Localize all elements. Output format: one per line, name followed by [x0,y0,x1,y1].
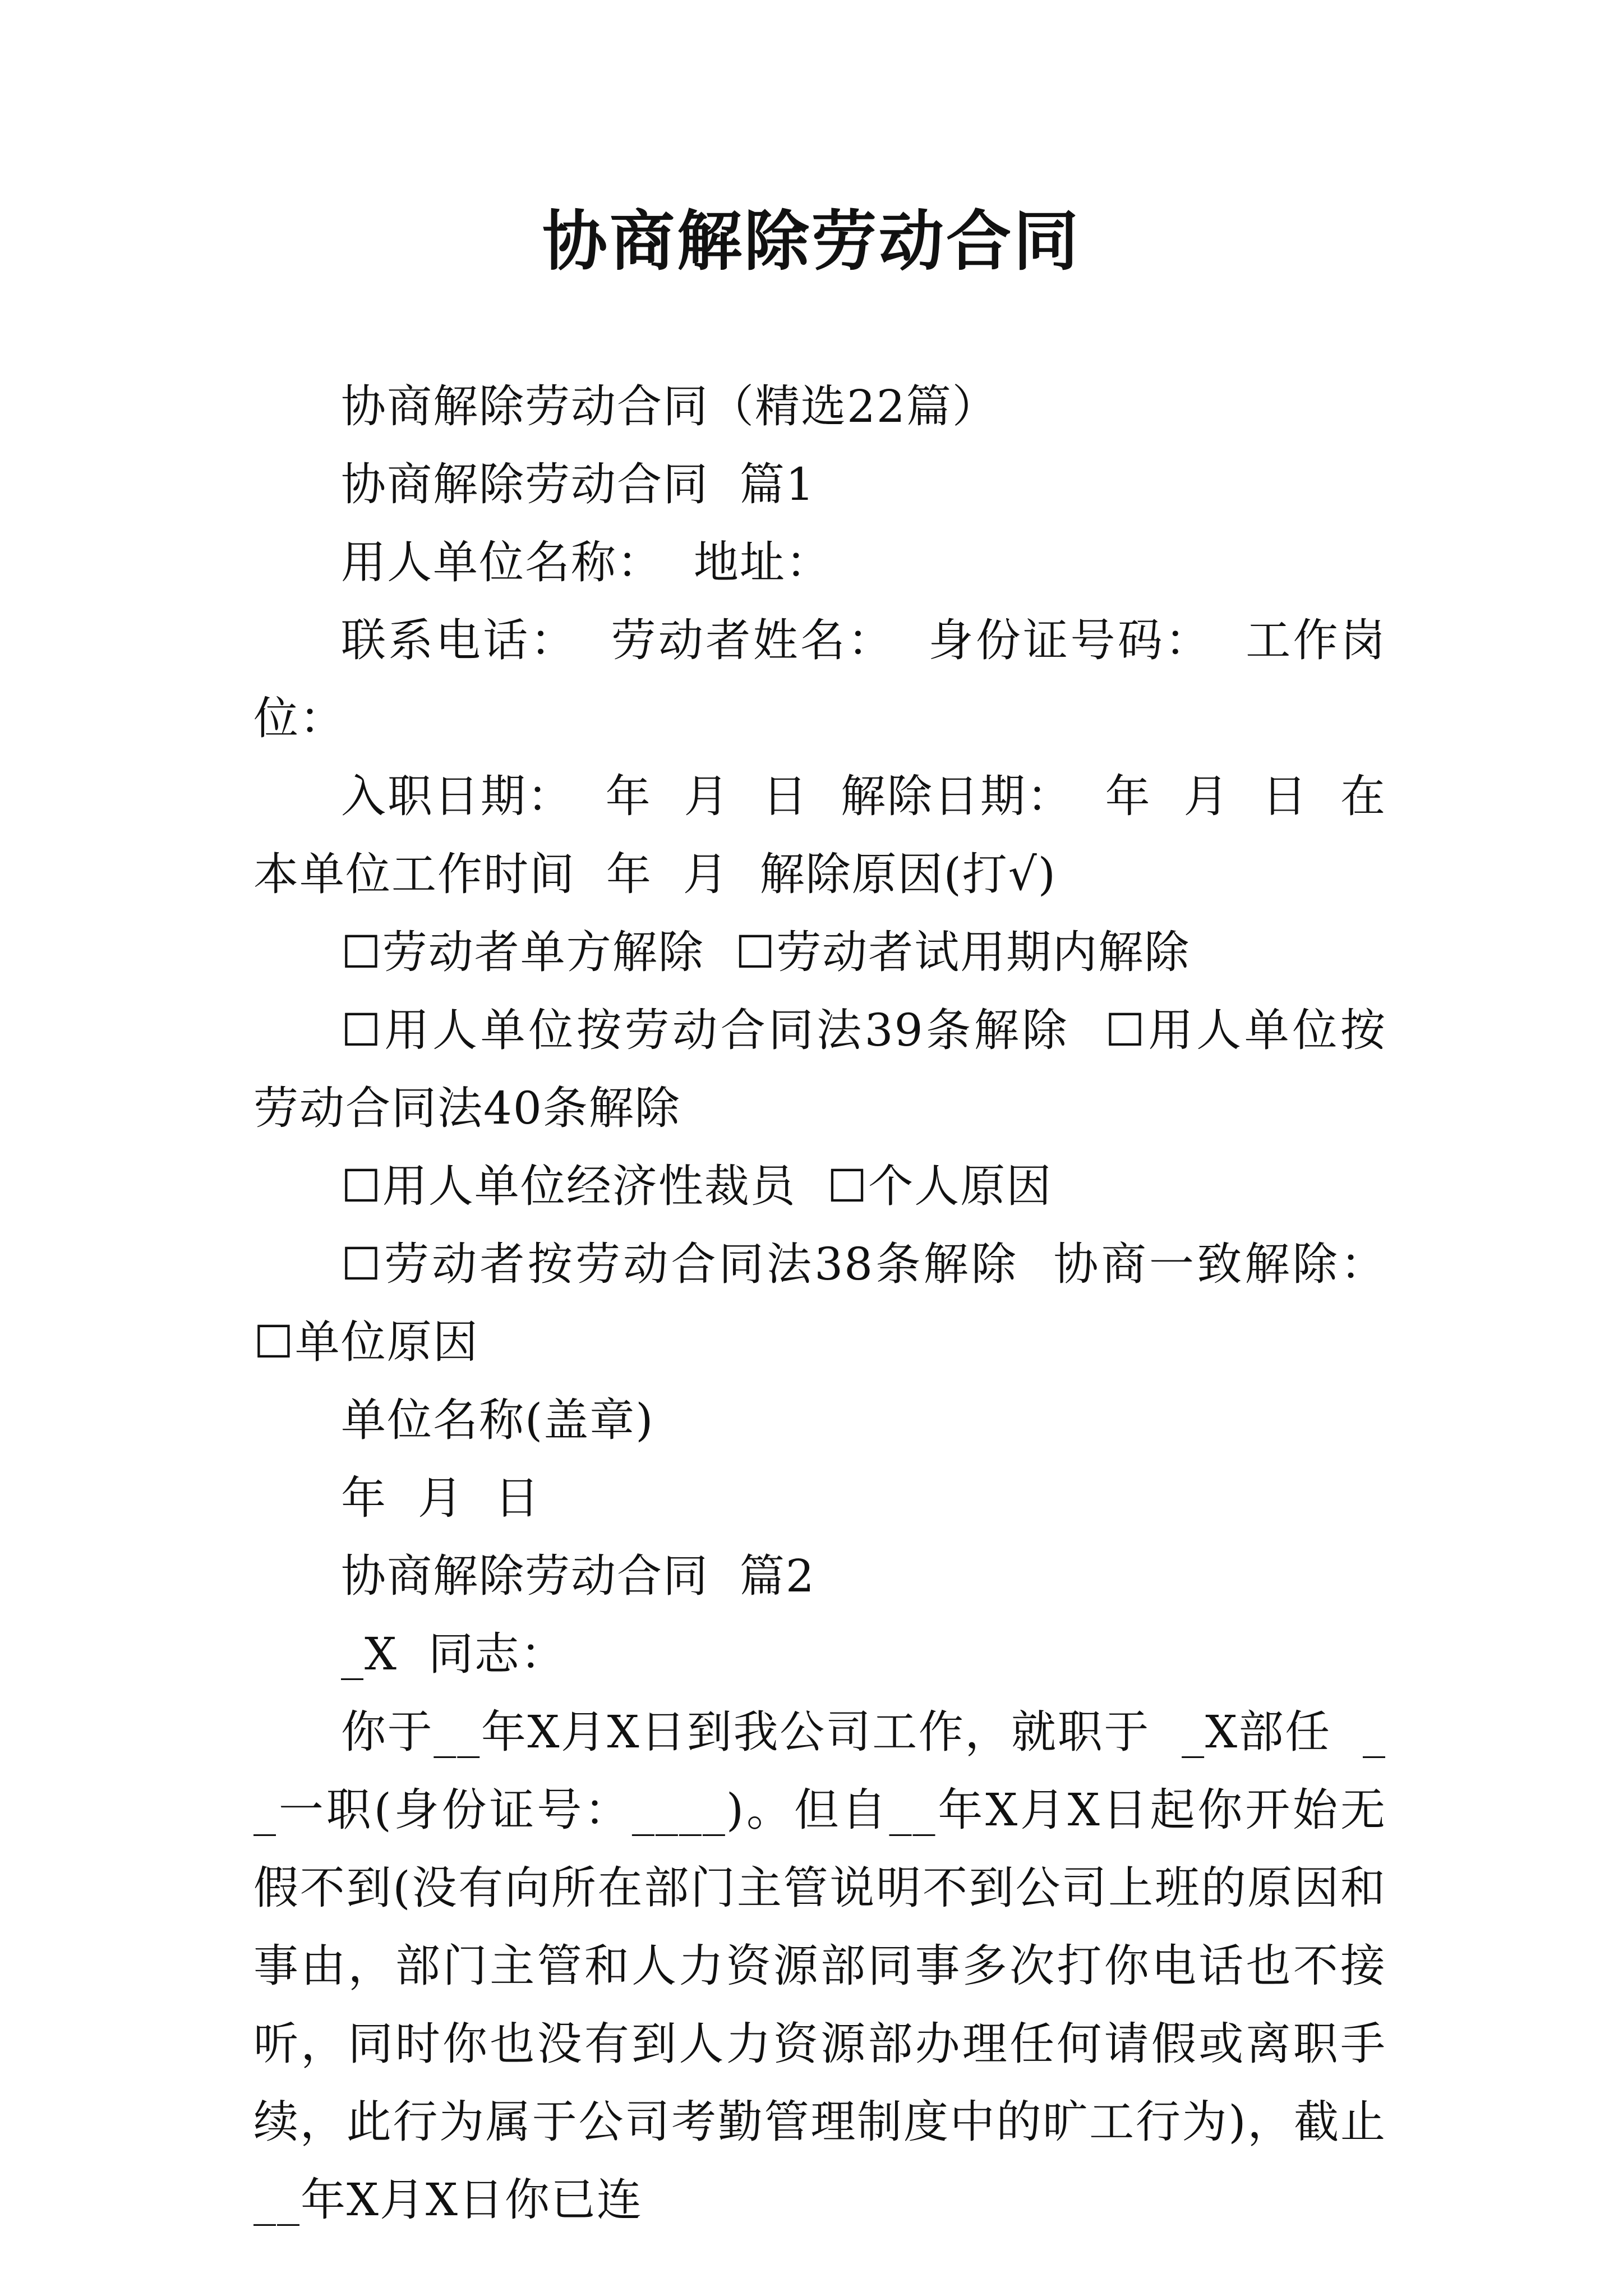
document-body [253,367,1386,2239]
document-title: 协商解除劳动合同 [542,203,1081,279]
paragraph-notice-body: 你于__年X月X日到我公司工作，就职于 _X部任 __一职(身份证号：____)。但自__年X月X日起你开始无假不到(没有向所在部门主管说明不到公司上班的原因和事由，部门主管和人力资源部同事多次打你电话也不接听，同时你也没有到人力资源部办理任何请假或离职手续，此行为属于公司考勤管理制度中的旷工行为)，截止__年X月X日你已连 [253,1706,1386,2226]
paragraph-salutation: _X 同志： [341,1628,566,1680]
paragraph-checkbox-row-3: ☐用人单位经济性裁员 ☐个人原因 [341,1160,1053,1212]
paragraph-checkbox-row-4: ☐劳动者按劳动合同法38条解除 协商一致解除：☐单位原因 [253,1238,1386,1368]
paragraph-employer-address: 用人单位名称： 地址： [341,536,832,588]
paragraph-contact-fields: 联系电话： 劳动者姓名： 身份证号码： 工作岗位： [253,614,1386,744]
paragraph-dates-reason: 入职日期： 年 月 日 解除日期： 年 月 日 在本单位工作时间 年 月 解除原因(打√) [253,770,1386,900]
paragraph-section-2-heading: 协商解除劳动合同 篇2 [341,1550,815,1602]
paragraph-collection-heading: 协商解除劳动合同（精选22篇） [341,380,998,432]
paragraph-checkbox-row-1: ☐劳动者单方解除 ☐劳动者试用期内解除 [341,926,1191,978]
paragraph-company-seal: 单位名称(盖章) [341,1394,654,1446]
paragraph-date-line: 年 月 日 [341,1472,541,1524]
paragraph-checkbox-row-2: ☐用人单位按劳动合同法39条解除 ☐用人单位按劳动合同法40条解除 [253,1004,1386,1134]
paragraph-section-1-heading: 协商解除劳动合同 篇1 [341,458,815,510]
